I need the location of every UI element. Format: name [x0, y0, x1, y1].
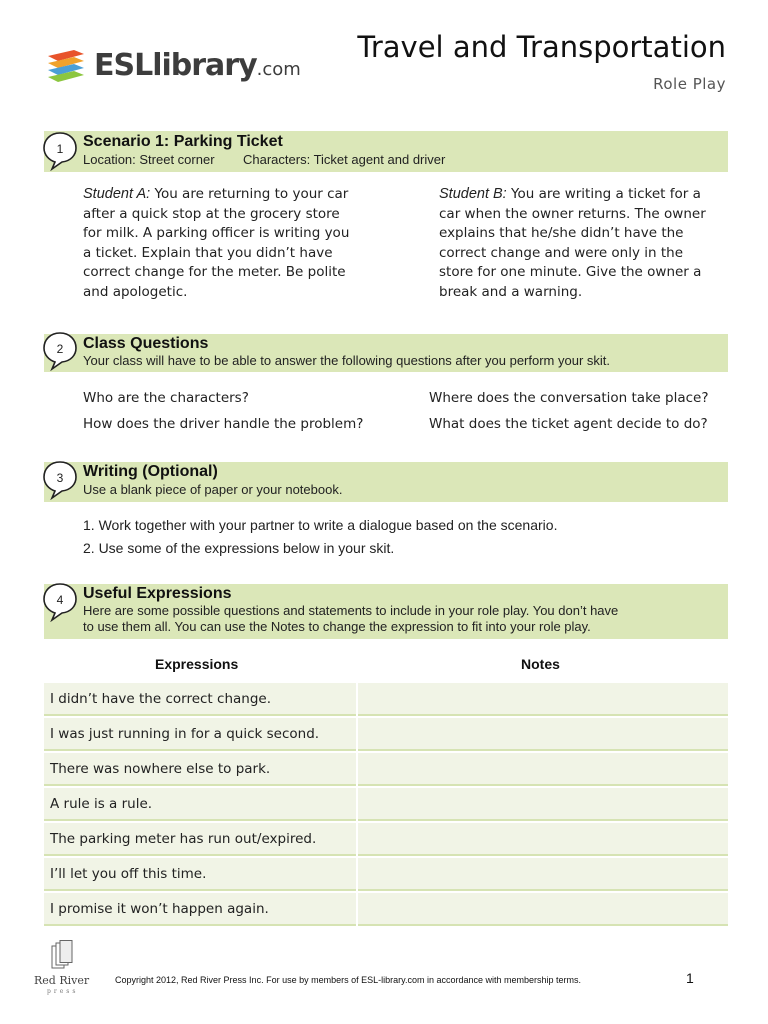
expression-row	[44, 753, 356, 786]
writing-step: 1. Work together with your partner to write a dialogue based on the scenario.	[83, 517, 558, 533]
section-number: 1	[56, 142, 64, 156]
red-river-press-logo-icon	[34, 940, 94, 974]
expressions-column-header: Expressions	[155, 656, 239, 672]
section-description: to use them all. You can use the Notes to change the expression to fit into your role play.	[83, 619, 591, 634]
notes-cell[interactable]	[358, 858, 728, 891]
speech-bubble-icon	[42, 460, 78, 500]
page-number: 1	[686, 970, 694, 986]
notes-cell[interactable]	[358, 788, 728, 821]
class-question: What does the ticket agent decide to do?	[429, 416, 708, 432]
section-description: Here are some possible questions and statements to include in your role play. You don’t have	[83, 603, 619, 618]
expression-text: There was nowhere else to park.	[50, 761, 271, 777]
expression-text: The parking meter has run out/expired.	[50, 831, 317, 847]
writing-step: 2. Use some of the expressions below in your skit.	[83, 540, 395, 556]
section-heading: Class Questions	[83, 335, 209, 352]
expression-row	[44, 788, 356, 821]
expression-text: I didn’t have the correct change.	[50, 691, 271, 707]
speech-bubble-icon	[42, 582, 78, 622]
section-description: Your class will have to be able to answer the following questions after you perform your skit.	[83, 353, 611, 368]
publisher-name: Red River	[34, 974, 90, 987]
book-stack-icon	[44, 46, 88, 90]
speech-bubble-icon	[42, 131, 78, 171]
class-question: How does the driver handle the problem?	[83, 416, 364, 432]
notes-cell[interactable]	[358, 718, 728, 751]
expression-row	[44, 823, 356, 856]
notes-column-header: Notes	[521, 656, 560, 672]
section-number: 3	[56, 471, 64, 485]
notes-cell[interactable]	[358, 683, 728, 716]
expression-text: I was just running in for a quick second.	[50, 726, 320, 742]
expression-text: I promise it won’t happen again.	[50, 901, 269, 917]
expression-row	[44, 718, 356, 751]
expression-text: A rule is a rule.	[50, 796, 153, 812]
expression-text: I’ll let you off this time.	[50, 866, 207, 882]
scenario-characters: Characters: Ticket agent and driver	[243, 152, 446, 167]
expression-row	[44, 858, 356, 891]
notes-cell[interactable]	[358, 823, 728, 856]
section-description: Use a blank piece of paper or your notebook.	[83, 482, 343, 497]
copyright-notice: Copyright 2012, Red River Press Inc. For use by members of ESL-library.com in accordance with membership terms.	[115, 975, 582, 985]
publisher-subtitle: press	[47, 988, 79, 995]
section-number: 4	[56, 593, 64, 607]
section-heading: Writing (Optional)	[83, 463, 218, 480]
speech-bubble-icon	[42, 331, 78, 371]
notes-cell[interactable]	[358, 893, 728, 926]
logo-wordmark: ESLlibrary.com	[94, 48, 301, 83]
esl-library-logo	[44, 44, 301, 92]
class-question: Who are the characters?	[83, 390, 249, 406]
notes-cell[interactable]	[358, 753, 728, 786]
scenario-location: Location: Street corner	[83, 152, 215, 167]
section-heading: Useful Expressions	[83, 585, 232, 602]
expression-row	[44, 893, 356, 926]
class-question: Where does the conversation take place?	[429, 390, 709, 406]
page-title: Travel and Transportation	[357, 30, 726, 64]
expression-row	[44, 683, 356, 716]
section-heading: Scenario 1: Parking Ticket	[83, 133, 283, 150]
section-number: 2	[56, 342, 64, 356]
student-a-instructions: Student A: You are returning to your car after a quick stop at the grocery store for milk. A parking officer is writing you a ticket. Explain that you didn’t have correct change for the meter. Be polite and apologetic.	[83, 186, 350, 300]
page-subtitle: Role Play	[653, 75, 726, 93]
student-b-instructions: Student B: You are writing a ticket for a car when the owner returns. The owner explains that he/she didn’t have the correct change and were only in the store for one minute. Give the owner a break and a warning.	[439, 186, 706, 300]
student-a-label: Student A:	[83, 186, 151, 202]
student-b-label: Student B:	[439, 186, 507, 202]
